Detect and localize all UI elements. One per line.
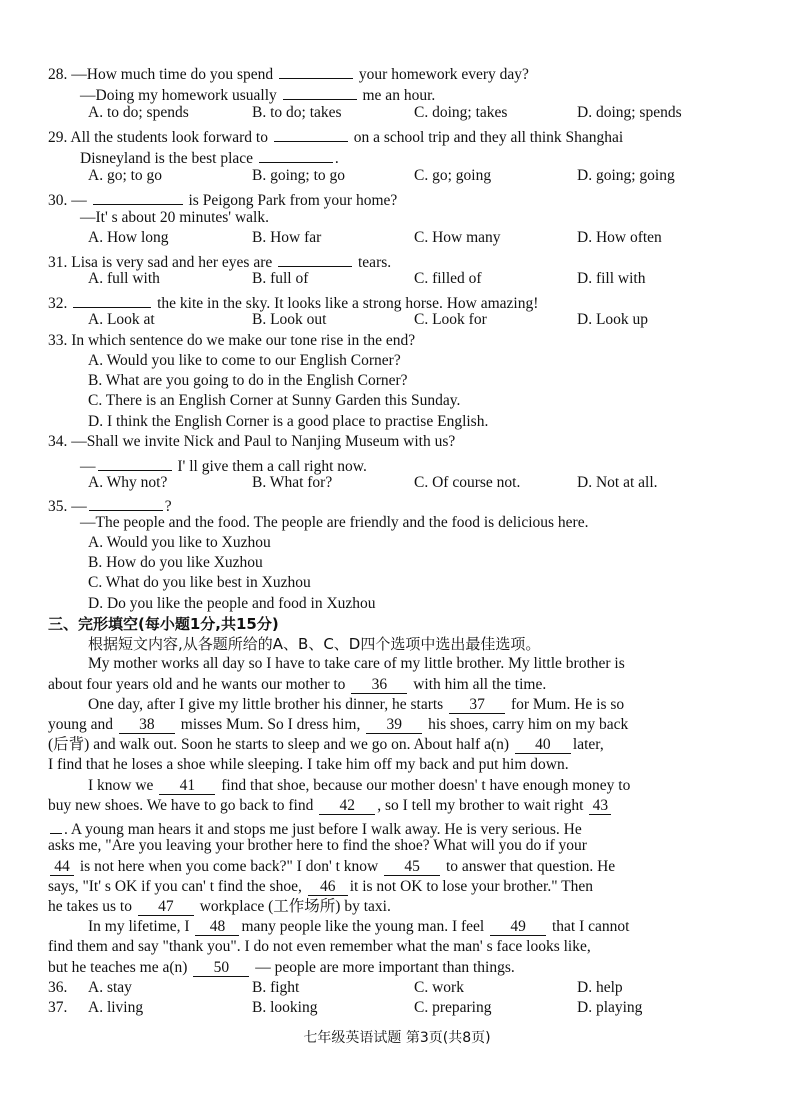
passage-p1-line2 [48, 675, 546, 695]
q30-stem-b: is Peigong Park from your home? [188, 192, 398, 209]
q30-option-a[interactable]: A. How long [88, 229, 169, 246]
q34-option-d[interactable]: D. Not at all. [577, 474, 658, 491]
passage-text: One day, after I give my little brother his dinner, he starts [88, 696, 444, 713]
passage-p2-line1 [88, 695, 624, 715]
blank-48[interactable]: 48 [195, 918, 239, 936]
passage-text: with him all the time. [413, 676, 547, 693]
passage-text: — people are more important than things. [255, 959, 515, 976]
q28-option-a[interactable]: A. to do; spends [88, 104, 189, 121]
q35-stem-b: ? [164, 498, 172, 515]
q28-option-b[interactable]: B. to do; takes [252, 104, 342, 121]
q31-stem-b: tears. [358, 254, 392, 271]
passage-p4-line2: find them and say "thank you". I do not even remember what the man' s face looks like, [48, 938, 591, 955]
passage-text: find that shoe, because our mother doesn' t have enough money to [221, 777, 631, 794]
q34-option-a[interactable]: A. Why not? [88, 474, 168, 491]
q32-stem-b: the kite in the sky. It looks like a strong horse. How amazing! [157, 295, 539, 312]
q35-option-b[interactable]: B. How do you like Xuzhou [88, 554, 263, 571]
passage-text: I know we [88, 777, 154, 794]
q28-stem-c: —Doing my homework usually [80, 87, 277, 104]
q30-option-d[interactable]: D. How often [577, 229, 662, 246]
q31-stem-a: 31. Lisa is very sad and her eyes are [48, 254, 273, 271]
q29-blank-1[interactable] [274, 124, 348, 142]
passage-p4-line1 [88, 917, 629, 937]
q33-option-b[interactable]: B. What are you going to do in the English Corner? [88, 372, 408, 389]
passage-text: young and [48, 716, 114, 733]
section3-title: 三、完形填空(每小题1分,共15分) [48, 615, 279, 633]
blank-42[interactable]: 42 [319, 797, 375, 815]
blank-43[interactable]: 43 [589, 797, 611, 815]
passage-p3-line6 [48, 877, 593, 897]
passage-text: is not here when you come back?" I don' t know [79, 858, 379, 875]
q36-option-c[interactable]: C. work [414, 979, 464, 996]
passage-text: workplace (工作场所) by taxi. [199, 898, 391, 915]
passage-text: later, [572, 736, 604, 753]
passage-text: it is not OK to lose your brother." Then [349, 878, 593, 895]
passage-p2-line3 [48, 735, 604, 755]
q37-option-c[interactable]: C. preparing [414, 999, 492, 1016]
q32-stem-a: 32. [48, 295, 68, 312]
q36-number: 36. [48, 979, 68, 996]
q37-option-d[interactable]: D. playing [577, 999, 643, 1016]
q31-option-d[interactable]: D. fill with [577, 270, 646, 287]
q35-option-d[interactable]: D. Do you like the people and food in Xuzhou [88, 595, 376, 612]
passage-text: that I cannot [551, 918, 630, 935]
passage-text: (后背) and walk out. Soon he starts to sleep and we go on. About half a(n) [48, 736, 510, 753]
section3-instruction: 根据短文内容,从各题所给的A、B、C、D四个选项中选出最佳选项。 [88, 635, 541, 653]
q32-option-d[interactable]: D. Look up [577, 311, 649, 328]
q29-option-a[interactable]: A. go; to go [88, 167, 163, 184]
passage-text: for Mum. He is so [510, 696, 625, 713]
passage-p3-line7 [48, 897, 391, 917]
q35-option-c[interactable]: C. What do you like best in Xuzhou [88, 574, 311, 591]
q36-option-b[interactable]: B. fight [252, 979, 300, 996]
q29-stem-c: Disneyland is the best place [80, 150, 254, 167]
q29-stem-b: on a school trip and they all think Shanghai [353, 129, 624, 146]
passage-text: to answer that question. He [446, 858, 616, 875]
q34-option-b[interactable]: B. What for? [252, 474, 333, 491]
q29-stem-d: . [334, 150, 339, 167]
q35-stem-a: 35. — [48, 498, 87, 515]
q37-option-b[interactable]: B. looking [252, 999, 318, 1016]
q33-option-d[interactable]: D. I think the English Corner is a good place to practise English. [88, 413, 489, 430]
blank-37[interactable]: 37 [449, 696, 505, 714]
blank-44[interactable]: 44 [50, 858, 74, 876]
q31-option-c[interactable]: C. filled of [414, 270, 482, 287]
passage-p2-line4: I find that he loses a shoe while sleeping. I take him off my back and put him down. [48, 756, 569, 773]
passage-text: misses Mum. So I dress him, [180, 716, 361, 733]
q37-number: 37. [48, 999, 68, 1016]
q34-blank[interactable] [98, 453, 172, 471]
q29-option-c[interactable]: C. go; going [414, 167, 492, 184]
q34-option-c[interactable]: C. Of course not. [414, 474, 521, 491]
blank-36[interactable]: 36 [351, 676, 407, 694]
q30-line2: —It' s about 20 minutes' walk. [80, 209, 269, 226]
q33-option-a[interactable]: A. Would you like to come to our English Corner? [88, 352, 401, 369]
passage-p3-line1 [88, 776, 630, 796]
q34-line1: 34. —Shall we invite Nick and Paul to Nanjing Museum with us? [48, 433, 456, 450]
passage-p1-line1: My mother works all day so I have to take care of my little brother. My little brother is [88, 655, 625, 672]
q30-stem-a: 30. — [48, 192, 87, 209]
q28-stem-a: 28. —How much time do you spend [48, 66, 274, 83]
q28-blank-2[interactable] [283, 82, 357, 100]
passage-text: but he teaches me a(n) [48, 959, 188, 976]
passage-text: many people like the young man. I feel [241, 918, 485, 935]
q33-line1: 33. In which sentence do we make our tone rise in the end? [48, 332, 416, 349]
passage-text: In my lifetime, I [88, 918, 190, 935]
passage-text: . A young man hears it and stops me just before I walk away. He is very serious. He [64, 821, 582, 838]
q30-option-b[interactable]: B. How far [252, 229, 322, 246]
q32-option-b[interactable]: B. Look out [252, 311, 327, 328]
blank-50[interactable]: 50 [193, 959, 249, 977]
q31-option-b[interactable]: B. full of [252, 270, 309, 287]
q37-option-a[interactable]: A. living [88, 999, 144, 1016]
q28-stem-d: me an hour. [362, 87, 436, 104]
blank-38[interactable]: 38 [119, 716, 175, 734]
q32-blank[interactable] [73, 290, 151, 308]
blank-40[interactable]: 40 [515, 736, 571, 754]
passage-p3-line5 [48, 857, 615, 877]
q28-option-c[interactable]: C. doing; takes [414, 104, 508, 121]
q32-option-a[interactable]: A. Look at [88, 311, 155, 328]
passage-p3-line2 [48, 796, 613, 816]
blank-49[interactable]: 49 [490, 918, 546, 936]
passage-text: his shoes, carry him on my back [428, 716, 629, 733]
passage-text: about four years old and he wants our mother to [48, 676, 346, 693]
q31-option-a[interactable]: A. full with [88, 270, 160, 287]
blank-39[interactable]: 39 [366, 716, 422, 734]
blank-41[interactable]: 41 [159, 777, 215, 795]
q36-option-a[interactable]: A. stay [88, 979, 132, 996]
q29-blank-2[interactable] [259, 145, 333, 163]
q34-dash: — [80, 458, 96, 475]
blank-45[interactable]: 45 [384, 858, 440, 876]
passage-text: he takes us to [48, 898, 132, 915]
page-footer: 七年级英语试题 第3页(共8页) [303, 1030, 491, 1046]
blank-43-tail [50, 816, 62, 834]
q33-option-c[interactable]: C. There is an English Corner at Sunny Garden this Sunday. [88, 392, 461, 409]
q30-option-c[interactable]: C. How many [414, 229, 501, 246]
blank-46[interactable]: 46 [308, 878, 348, 896]
q35-line2: —The people and the food. The people are friendly and the food is delicious here. [80, 514, 589, 531]
passage-text: , so I tell my brother to wait right [377, 797, 584, 814]
q29-option-b[interactable]: B. going; to go [252, 167, 346, 184]
q30-blank[interactable] [93, 187, 183, 205]
q29-option-d[interactable]: D. going; going [577, 167, 675, 184]
q31-blank[interactable] [278, 249, 352, 267]
q35-blank[interactable] [89, 493, 163, 511]
blank-47[interactable]: 47 [138, 898, 194, 916]
passage-text: says, "It' s OK if you can' t find the shoe, [48, 878, 302, 895]
q28-blank-1[interactable] [279, 61, 353, 79]
q34-stem-b: I' ll give them a call right now. [177, 458, 367, 475]
q29-stem-a: 29. All the students look forward to [48, 129, 268, 146]
passage-text: buy new shoes. We have to go back to find [48, 797, 314, 814]
q28-stem-b: your homework every day? [358, 66, 529, 83]
q32-option-c[interactable]: C. Look for [414, 311, 487, 328]
passage-p3-line4: asks me, "Are you leaving your brother here to find the shoe? What will you do if your [48, 837, 587, 854]
passage-p4-line3 [48, 958, 515, 978]
q35-option-a[interactable]: A. Would you like to Xuzhou [88, 534, 271, 551]
passage-p2-line2 [48, 715, 628, 735]
q28-option-d[interactable]: D. doing; spends [577, 104, 682, 121]
q36-option-d[interactable]: D. help [577, 979, 623, 996]
